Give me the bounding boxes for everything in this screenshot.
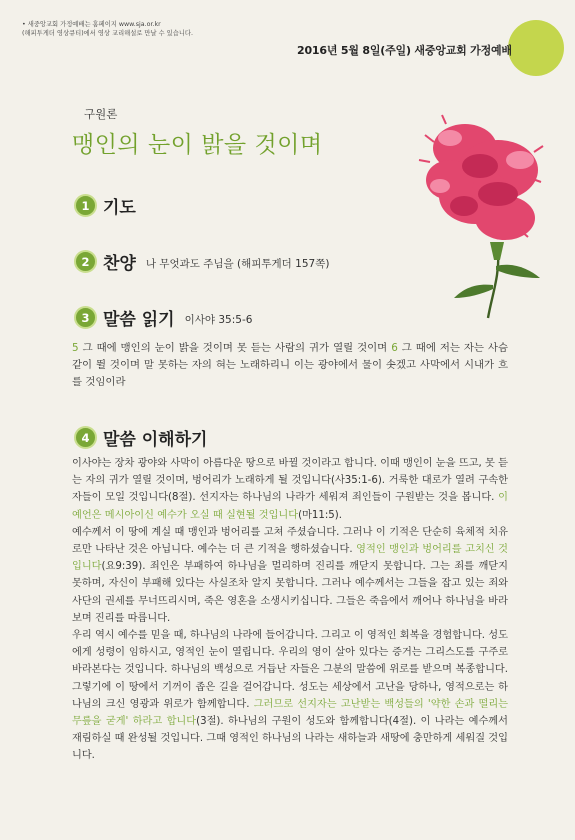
paragraph [72,627,508,765]
verse-number: 5 [72,342,79,354]
sermon-body [72,455,508,765]
section-number-badge: 1 [74,194,97,217]
text-run: 예수께서 이 땅에 계실 때 맹인과 벙어리를 고쳐 주셨습니다. 그러나 이 기적은 단순히 육체적 치유로만 나타난 것은 아닙니다. 예수는 더 큰 기적을 행하셨습니다. [72,526,508,556]
section-prayer [74,193,136,218]
notice-line-1: • 새중앙교회 가정예배는 홈페이지 www.sja.or.kr [22,21,161,28]
verse-text: 그 때에 맹인의 눈이 밝을 것이며 못 듣는 사람의 귀가 열릴 것이며 [78,342,392,354]
section-understanding [74,425,207,450]
category-label: 구원론 [84,107,118,121]
section-hymn [74,249,329,274]
page-title: 맹인의 눈이 밝을 것이며 [72,132,323,158]
verse-text: 그 때에 저는 자는 사슴 같이 뛸 것이며 말 못하는 자의 혀는 노래하리니 이는 광야에서 물이 솟겠고 사막에서 시내가 흐를 것임이라 [72,342,508,388]
scripture-reference: 이사야 35:5-6 [184,313,253,326]
highlighted-text: 이 예언은 메시아이신 예수가 오실 때 실현될 것입니다 [72,492,508,521]
carnation-icon [380,90,565,320]
text-run: 이사야는 장차 광야와 사막이 아름다운 땅으로 바뀔 것이라고 합니다. 이때 맹인이 눈을 뜨고, 못 듣는 자의 귀가 열릴 것이며, 벙어리가 노래하게 될 것입니다(사35:1-6). 거룩한 대로가 열려 구속한 자들이 모일 것입니다(8절). 선지자는 하나님의 나라가 세워져 죄인들이 구원받는 것을 봅니다. [72,458,508,504]
section-title: 말씀 읽기 [103,310,175,330]
paragraph [72,455,508,524]
highlighted-text: 그러므로 선지자는 고난받는 백성들의 '약한 손과 떨리는 무릎을 굳게' 하라고 합니다 [72,698,509,728]
hymn-reference: 나 무엇과도 주님을 (해피투게더 157쪽) [145,257,330,270]
section-title: 기도 [103,198,136,218]
scripture-passage [72,340,508,391]
paragraph [72,524,508,627]
notice-line-2: (해피투게더 영상큐티)에서 영상 교리해설로 만날 수 있습니다. [22,30,193,37]
highlighted-text: 영적인 맹인과 벙어리를 고치신 것입니다 [72,544,508,573]
text-run: (3절). 하나님의 구원이 성도와 함께합니다(4절). 이 나라는 예수께서 재림하실 때 완성될 것입니다. 그때 영적인 하나님의 나라는 새하늘과 새땅에 충만하게 세워질 것입니다. [72,716,508,762]
section-title: 찬양 [103,254,136,274]
accent-circle [508,20,564,76]
section-number-badge: 4 [74,426,97,449]
site-notice [22,20,193,38]
section-number-badge: 2 [74,250,97,273]
date-line: 2016년 5월 8일(주일) 새중앙교회 가정예배 [297,44,512,57]
section-number-badge: 3 [74,306,97,329]
section-reading [74,305,252,330]
text-run: (요9:39). 죄인은 부패하여 하나님을 멀리하며 진리를 깨닫지 못합니다. 그는 죄를 깨닫지 못하며, 자신이 부패해 있다는 사실조차 알지 못합니다. 그러나 예수께서는 그들을 잡고 있는 죄와 사단의 권세를 무너뜨리시며, 죽은 영혼을 소생시키십니다. 그들은 죽음에서 깨어나 하나님을 바라보며 진리를 따릅니다. [72,561,508,624]
text-run: (마11:5). [298,509,342,521]
text-run: 우리 역시 예수를 믿을 때, 하나님의 나라에 들어갑니다. 그리고 이 영적인 회복을 경험합니다. 성도에게 성령이 임하시고, 영적인 눈이 열립니다. 우리의 영이 살아 있다는 증거는 그리스도를 구주로 바라본다는 것입니다. 하나님의 백성으로 거듭난 자들은 그분의 말씀에 위로를 받으며 복종합니다. 그렇기에 이 땅에서 기꺼이 좁은 길을 걸어갑니다. 성도는 세상에서 고난을 당하나, 영적으로는 하나님의 크신 영광과 위로가 함께합니다. [72,630,508,710]
verse-number: 6 [391,342,398,354]
section-title: 말씀 이해하기 [103,430,208,450]
